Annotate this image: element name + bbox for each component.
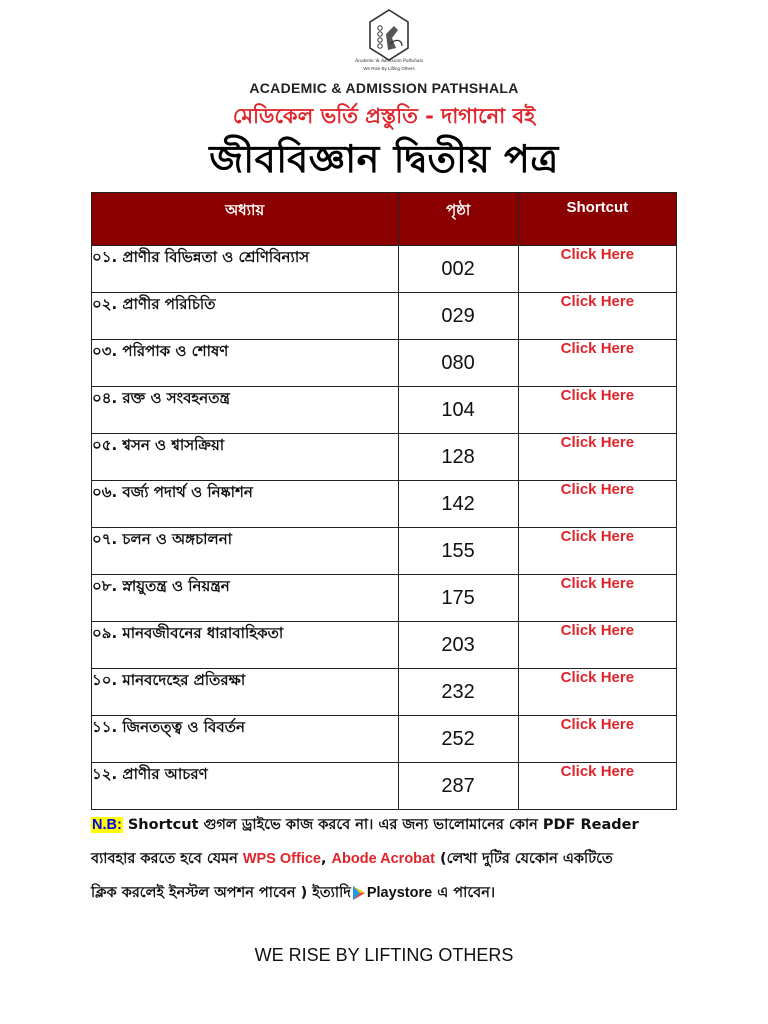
shortcut-link[interactable]: Click Here <box>518 763 676 810</box>
note-line-2-post: (লেখা দুটির যেকোন একটিতে <box>434 851 613 867</box>
shortcut-link[interactable]: Click Here <box>518 716 676 763</box>
brand-logo <box>350 8 428 76</box>
note-line-3-post: এ পাবেন। <box>432 885 496 901</box>
table-header-row <box>92 193 677 246</box>
page-number: 155 <box>398 528 518 575</box>
org-name: ACADEMIC & ADMISSION PATHSHALA <box>249 80 519 96</box>
chapter-table <box>91 192 677 810</box>
page-number: 175 <box>398 575 518 622</box>
note-line-2 <box>91 842 691 876</box>
note-comma: , <box>320 851 332 867</box>
shortcut-link[interactable]: Click Here <box>518 528 676 575</box>
table-row <box>92 622 677 669</box>
page-number: 080 <box>398 340 518 387</box>
page-number: 029 <box>398 293 518 340</box>
header-shortcut: Shortcut <box>518 193 676 246</box>
chapter-name: ১২. প্রাণীর আচরণ <box>92 763 399 810</box>
shortcut-link[interactable]: Click Here <box>518 340 676 387</box>
playstore-icon <box>352 885 366 901</box>
wps-office-link[interactable]: WPS Office <box>242 851 321 867</box>
page-number: 128 <box>398 434 518 481</box>
subtitle: মেডিকেল ভর্তি প্রস্তুতি - দাগানো বই <box>232 104 536 128</box>
note-line-1 <box>91 808 691 842</box>
chapter-name: ০১. প্রাণীর বিভিন্নতা ও শ্রেণিবিন্যাস <box>92 246 399 293</box>
chapter-name: ০৬. বর্জ্য পদার্থ ও নিষ্কাশন <box>92 481 399 528</box>
note-line-2-pre: ব্যাবহার করতে হবে যেমন <box>91 851 243 867</box>
table-row <box>92 528 677 575</box>
playstore-label: Playstore <box>366 885 433 901</box>
nb-label: N.B: <box>92 817 122 833</box>
table-row <box>92 481 677 528</box>
table-row <box>92 669 677 716</box>
shortcut-link[interactable]: Click Here <box>518 293 676 340</box>
chapter-name: ০৩. পরিপাক ও শোষণ <box>92 340 399 387</box>
chapter-name: ০২. প্রাণীর পরিচিতি <box>92 293 399 340</box>
shortcut-link[interactable]: Click Here <box>518 622 676 669</box>
note-line-1-text: Shortcut গুগল ড্রাইভে কাজ করবে না। এর জন্য ভালোমানের কোন PDF Reader <box>122 817 639 833</box>
page-number: 287 <box>398 763 518 810</box>
page-number: 203 <box>398 622 518 669</box>
table-row <box>92 246 677 293</box>
page-number: 104 <box>398 387 518 434</box>
page-number: 232 <box>398 669 518 716</box>
footer-motto: WE RISE BY LIFTING OTHERS <box>254 945 514 965</box>
chapter-name: ০৮. স্নায়ুতন্ত্র ও নিয়ন্ত্রন <box>92 575 399 622</box>
chapter-name: ১০. মানবদেহের প্রতিরক্ষা <box>92 669 399 716</box>
logo-tagline: We Rise By Lifting Others <box>363 66 415 71</box>
chapter-name: ০৯. মানবজীবনের ধারাবাহিকতা <box>92 622 399 669</box>
table-row <box>92 763 677 810</box>
chapter-name: ০৭. চলন ও অঙ্গচালনা <box>92 528 399 575</box>
shortcut-link[interactable]: Click Here <box>518 246 676 293</box>
shortcut-link[interactable]: Click Here <box>518 481 676 528</box>
page-number: 142 <box>398 481 518 528</box>
logo-text: Academic & Admission Pathshala <box>354 59 424 64</box>
chapter-name: ০৫. শ্বসন ও শ্বাসক্রিয়া <box>92 434 399 481</box>
table-row <box>92 340 677 387</box>
table-row <box>92 716 677 763</box>
note-line-3 <box>91 876 691 910</box>
chapter-name: ১১. জিনতত্ত্ব ও বিবর্তন <box>92 716 399 763</box>
acrobat-link[interactable]: Abode Acrobat <box>331 851 435 867</box>
page-number: 252 <box>398 716 518 763</box>
table-row <box>92 434 677 481</box>
chapter-name: ০৪. রক্ত ও সংবহনতন্ত্র <box>92 387 399 434</box>
page-number: 002 <box>398 246 518 293</box>
shortcut-link[interactable]: Click Here <box>518 575 676 622</box>
shortcut-link[interactable]: Click Here <box>518 387 676 434</box>
header-chapter: অধ্যায় <box>92 193 399 246</box>
note-line-3-pre: ক্লিক করলেই ইনস্টল অপশন পাবেন ) ইত্যাদি <box>91 885 351 901</box>
page-title: জীববিজ্ঞান দ্বিতীয় পত্র <box>209 137 559 181</box>
header-page: পৃষ্ঠা <box>398 193 518 246</box>
shortcut-link[interactable]: Click Here <box>518 669 676 716</box>
shortcut-link[interactable]: Click Here <box>518 434 676 481</box>
note-block <box>91 808 691 910</box>
table-row <box>92 575 677 622</box>
table-row <box>92 387 677 434</box>
table-row <box>92 293 677 340</box>
